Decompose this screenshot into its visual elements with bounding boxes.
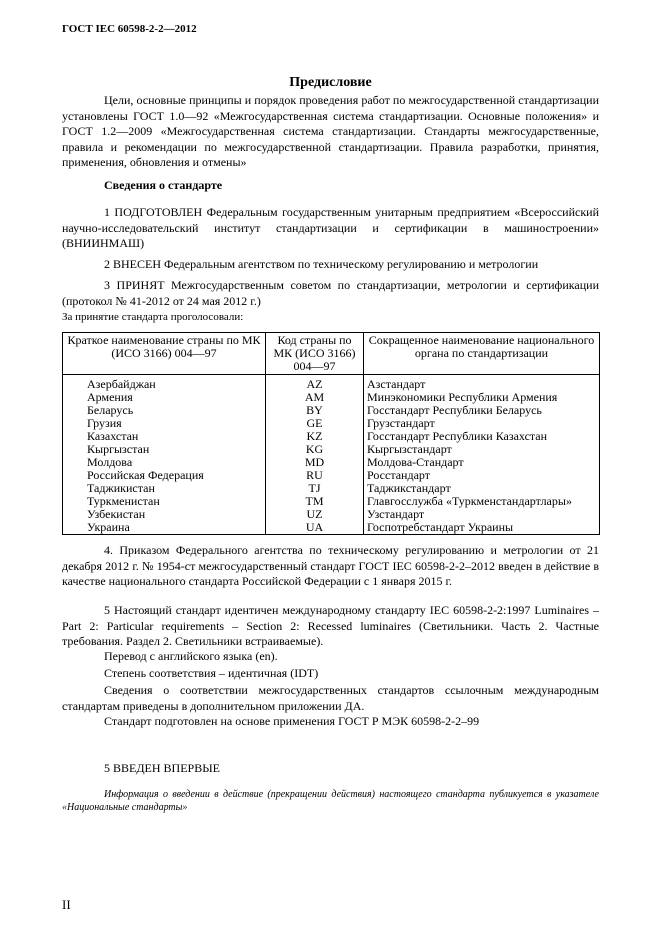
code-cell: UA (266, 521, 364, 535)
body-cell: Таджикстандарт (364, 482, 600, 495)
body-cell: Госстандарт Республики Казахстан (364, 430, 600, 443)
table-row (63, 375, 600, 392)
item-1-paragraph: 1 ПОДГОТОВЛЕН Федеральным государственным унитарным предприятием «Всероссийский научно-исследовательский институт стандартизации и сертификации в машиностроении» (ВНИИНМАШ) (62, 205, 599, 250)
references-paragraph: Сведения о соответствии межгосударственных стандартов ссылочным международным стандартам приведены в дополнительном приложении ДА. (62, 683, 599, 713)
info-note: Информация о введении в действие (прекращении действия) настоящего стандарта публикуется в указателе «Национальные стандарты» (62, 789, 599, 813)
country-cell: Грузия (63, 417, 266, 430)
table-header-row (63, 333, 600, 375)
code-cell: RU (266, 469, 364, 482)
page-number: II (62, 897, 71, 912)
states-table (62, 332, 600, 535)
item-3-paragraph: 3 ПРИНЯТ Межгосударственным советом по стандартизации, метрологии и сертификации (протокол № 41-2012 от 24 мая 2012 г.) (62, 278, 599, 308)
body-cell: Минэкономики Республики Армения (364, 391, 600, 404)
table-body (63, 375, 600, 535)
body-cell: Узстандарт (364, 508, 600, 521)
code-cell: BY (266, 404, 364, 417)
table-row (63, 508, 600, 521)
body-cell: Главгосслужба «Туркменстандартлары» (364, 495, 600, 508)
vote-label: За принятие стандарта проголосовали: (62, 311, 244, 323)
code-cell: GE (266, 417, 364, 430)
translation-line: Перевод с английского языка (en). (104, 649, 278, 663)
country-cell: Таджикистан (63, 482, 266, 495)
code-cell: TJ (266, 482, 364, 495)
body-cell: Азстандарт (364, 375, 600, 392)
code-cell: TM (266, 495, 364, 508)
table-row (63, 404, 600, 417)
intro-paragraph: Цели, основные принципы и порядок проведения работ по межгосударственной стандартизации установлены ГОСТ 1.0—92 «Межгосударственная система стандартизации. Основные положения» и ГОСТ 1.2—2009 «Межгосударственная система стандартизации. Стандарты межгосударственные, правила и рекомендации по межгосударственной стандартизации. Правила разработки, принятия, применения, обновления и отмены» (62, 93, 599, 169)
body-cell: Росстандарт (364, 469, 600, 482)
code-cell: MD (266, 456, 364, 469)
body-cell: Кыргызстандарт (364, 443, 600, 456)
document-header: ГОСТ IEC 60598-2-2—2012 (62, 23, 197, 35)
body-cell: Госстандарт Республики Беларусь (364, 404, 600, 417)
code-cell: KG (266, 443, 364, 456)
body-cell: Грузстандарт (364, 417, 600, 430)
country-cell: Азербайджан (63, 375, 266, 392)
country-cell: Украина (63, 521, 266, 535)
country-cell: Казахстан (63, 430, 266, 443)
country-cell: Армения (63, 391, 266, 404)
country-cell: Беларусь (63, 404, 266, 417)
code-cell: UZ (266, 508, 364, 521)
code-cell: AZ (266, 375, 364, 392)
body-cell: Молдова-Стандарт (364, 456, 600, 469)
body-cell: Госпотребстандарт Украины (364, 521, 600, 535)
country-cell: Кыргызстан (63, 443, 266, 456)
item-4-paragraph: 4. Приказом Федерального агентства по техническому регулированию и метрологии от 21 декабря 2012 г. № 1954-ст межгосударственный стандарт ГОСТ IEC 60598-2-2–2012 введен в действие в качестве национального стандарта Российской Федерации с 1 января 2015 г. (62, 543, 599, 588)
conformity-line: Степень соответствия – идентичная (IDT) (104, 666, 319, 680)
country-cell: Российская Федерация (63, 469, 266, 482)
page-title: Предисловие (289, 75, 372, 90)
table-row (63, 521, 600, 535)
country-cell: Туркменистан (63, 495, 266, 508)
col-header-body: Сокращенное наименование национального органа по стандартизации (364, 333, 600, 375)
code-cell: KZ (266, 430, 364, 443)
code-cell: AM (266, 391, 364, 404)
country-cell: Молдова (63, 456, 266, 469)
item-2-paragraph: 2 ВНЕСЕН Федеральным агентством по техническому регулированию и метрологии (104, 257, 539, 271)
prepared-line: Стандарт подготовлен на основе применения ГОСТ Р МЭК 60598-2-2–99 (104, 714, 480, 728)
section-heading: Сведения о стандарте (104, 178, 223, 192)
item-5-paragraph: 5 Настоящий стандарт идентичен международному стандарту IEC 60598-2-2:1997 Luminaires – Part 2: Particular requirements – Section 2: Recessed luminaires (Светильники. Часть 2. Частные требования. Раздел 2. Светильники встраиваемые). (62, 603, 599, 648)
item-6-line: 5 ВВЕДЕН ВПЕРВЫЕ (104, 761, 220, 775)
col-header-code: Код страны по МК (ИСО 3166) 004—97 (266, 333, 364, 375)
country-cell: Узбекистан (63, 508, 266, 521)
table-row (63, 443, 600, 456)
col-header-country: Краткое наименование страны по МК (ИСО 3166) 004—97 (63, 333, 266, 375)
